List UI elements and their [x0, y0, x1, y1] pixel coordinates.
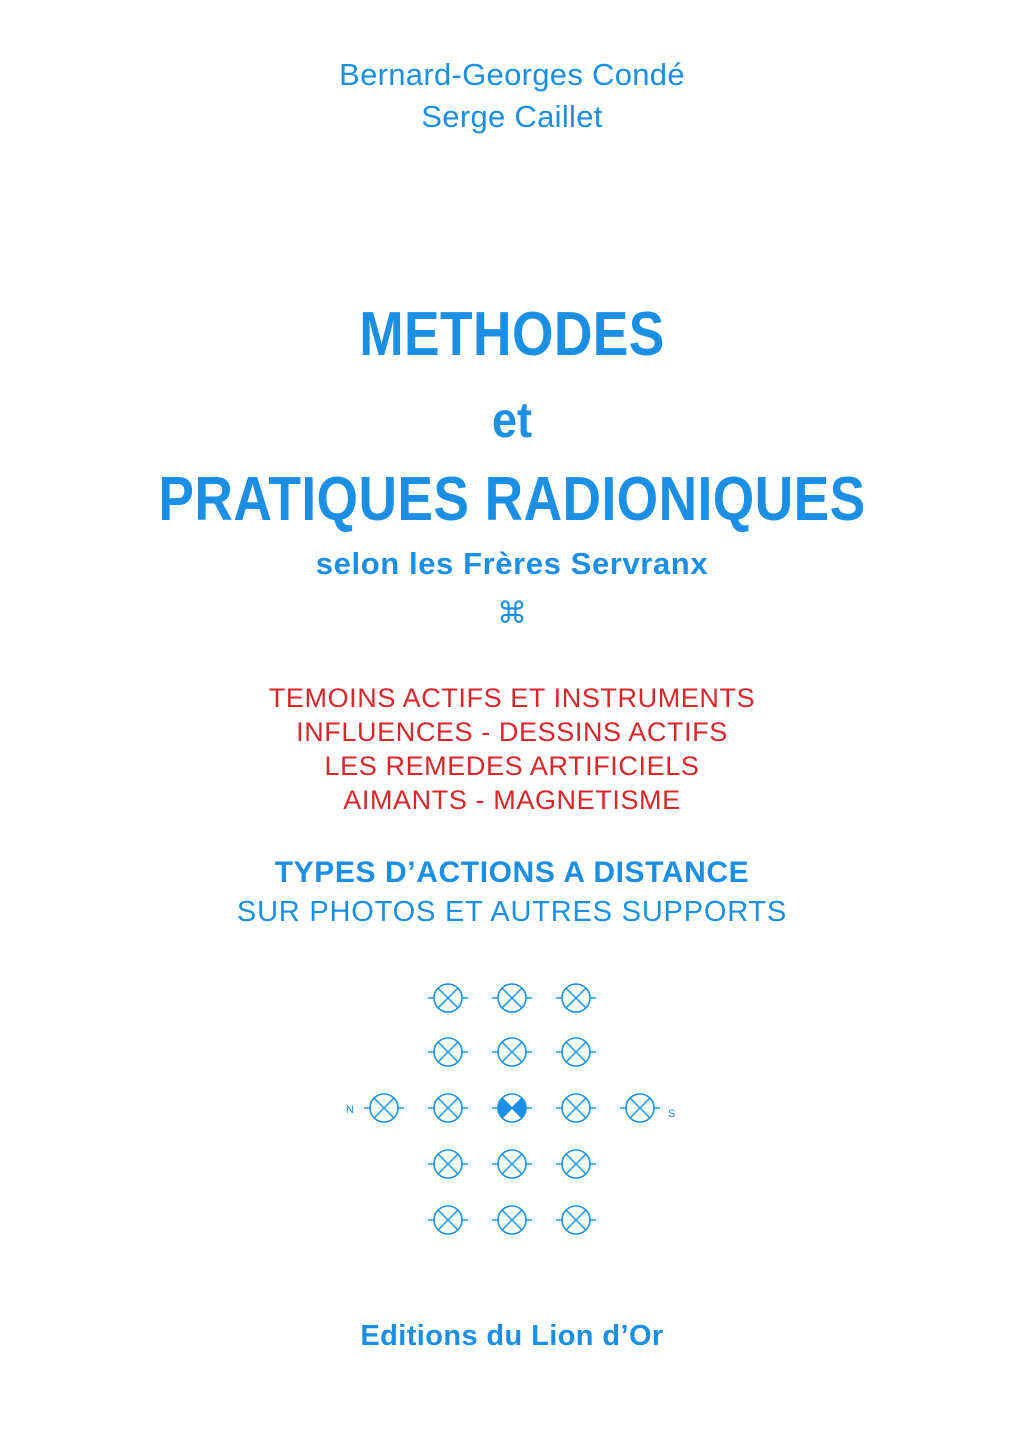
diagram-center-circle [492, 1094, 532, 1122]
publisher: Editions du Lion d’Or [360, 1320, 664, 1352]
actions-subheading: SUR PHOTOS ET AUTRES SUPPORTS [236, 896, 788, 928]
diagram-circle [492, 1038, 532, 1066]
diagram-label-north: N [346, 1104, 354, 1116]
title-line-2: et [491, 392, 533, 448]
diagram-circle [492, 1206, 532, 1234]
diagram-circle [556, 1038, 596, 1066]
diagram-circle [428, 1206, 468, 1234]
title-line-1: METHODES [359, 300, 665, 369]
actions-heading: TYPES D’ACTIONS A DISTANCE [274, 856, 750, 889]
diagram-circle [428, 1094, 468, 1122]
ornament-icon: ⌘ [497, 596, 527, 631]
diagram-circle [556, 1150, 596, 1178]
author-name: Serge Caillet [421, 99, 603, 134]
diagram-circle [492, 1150, 532, 1178]
diagram-circle [428, 984, 468, 1012]
diagram-circle [492, 984, 532, 1012]
diagram-circle [620, 1094, 660, 1122]
diagram-label-south: S [668, 1108, 676, 1120]
topic-line: TEMOINS ACTIFS ET INSTRUMENTS [268, 683, 756, 713]
topic-line: INFLUENCES - DESSINS ACTIFS [296, 717, 728, 747]
subtitle: selon les Frères Servranx [315, 546, 709, 581]
author-name: Bernard-Georges Condé [339, 57, 685, 92]
diagram-circle [556, 1094, 596, 1122]
diagram-circle [364, 1094, 404, 1122]
diagram-circle [428, 1038, 468, 1066]
diagram-circle [428, 1150, 468, 1178]
diagram-circle-grid [364, 984, 660, 1234]
diagram-circle [556, 984, 596, 1012]
topic-line: LES REMEDES ARTIFICIELS [324, 751, 700, 781]
radionic-diagram [320, 960, 704, 1260]
topic-line: AIMANTS - MAGNETISME [343, 785, 681, 815]
title-line-3: PRATIQUES RADIONIQUES [158, 465, 866, 534]
diagram-circle [556, 1206, 596, 1234]
